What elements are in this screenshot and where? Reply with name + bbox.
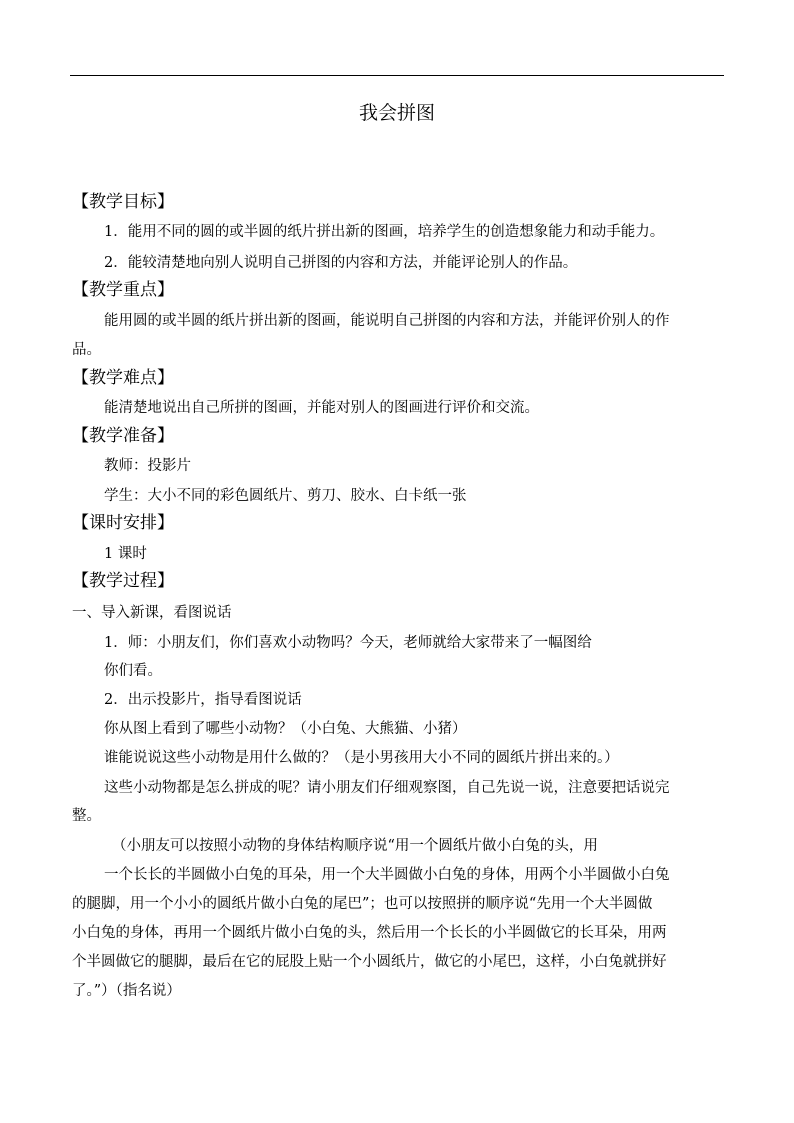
section-heading-goals: 【教学目标】: [72, 192, 174, 212]
preparation-student: 学生：大小不同的彩色圆纸片、剪刀、胶水、白卡纸一张: [104, 488, 467, 504]
header-rule: [70, 75, 724, 76]
difficulties-text: 能清楚地说出自己所拼的图画，并能对别人的图画进行评价和交流。: [104, 400, 539, 416]
section-heading-difficulties: 【教学难点】: [72, 368, 174, 388]
process-q2: 谁能说说这些小动物是用什么做的？（是小男孩用大小不同的圆纸片拼出来的。）: [104, 750, 619, 766]
goal-item-1: 1．能用不同的圆的或半圆的纸片拼出新的图画，培养学生的创造想象能力和动手能力。: [104, 224, 665, 240]
process-q4-line4: 小白兔的身体，再用一个圆纸片做小白兔的头，然后用一个长长的小半圆做它的长耳朵，用两: [72, 925, 667, 941]
process-q4-line2: 一个长长的半圆做小白兔的耳朵，用一个大半圆做小白兔的身体，用两个小半圆做小白兔: [104, 867, 670, 883]
key-points-text-line2: 品。: [72, 342, 101, 358]
section-heading-schedule: 【课时安排】: [72, 513, 174, 533]
process-q4-line1: （小朋友可以按照小动物的身体结构顺序说“用一个圆纸片做小白兔的头，用: [112, 838, 598, 854]
process-q1: 你从图上看到了哪些小动物？（小白兔、大熊猫、小猪）: [104, 721, 467, 737]
process-p1-line2: 你们看。: [104, 663, 162, 679]
process-p2: 2．出示投影片，指导看图说话: [104, 692, 302, 708]
process-p1-line1: 1．师：小朋友们，你们喜欢小动物吗？今天，老师就给大家带来了一幅图给: [104, 635, 592, 651]
section-heading-preparation: 【教学准备】: [72, 426, 174, 446]
process-step1-title: 一、导入新课，看图说话: [72, 605, 232, 621]
process-q4-line3: 的腿脚，用一个小小的圆纸片做小白兔的尾巴”；也可以按照拼的顺序说“先用一个大半圆做: [72, 896, 653, 912]
process-q4-line5: 个半圆做它的腿脚，最后在它的屁股上贴一个小圆纸片，做它的小尾巴，这样，小白兔就拼好: [72, 954, 667, 970]
page-title: 我会拼图: [358, 102, 435, 124]
preparation-teacher: 教师：投影片: [104, 458, 191, 474]
schedule-text: 1 课时: [104, 546, 147, 562]
goal-item-2: 2．能较清楚地向别人说明自己拼图的内容和方法，并能评论别人的作品。: [104, 255, 578, 271]
process-q4-line6: 了。”）（指名说）: [72, 983, 181, 999]
section-heading-key-points: 【教学重点】: [72, 280, 174, 300]
process-q3-line1: 这些小动物都是怎么拼成的呢？请小朋友们仔细观察图，自己先说一说，注意要把话说完: [104, 780, 670, 796]
key-points-text-line1: 能用圆的或半圆的纸片拼出新的图画，能说明自己拼图的内容和方法，并能评价别人的作: [104, 313, 670, 329]
section-heading-process: 【教学过程】: [72, 571, 174, 591]
process-q3-line2: 整。: [72, 808, 101, 824]
